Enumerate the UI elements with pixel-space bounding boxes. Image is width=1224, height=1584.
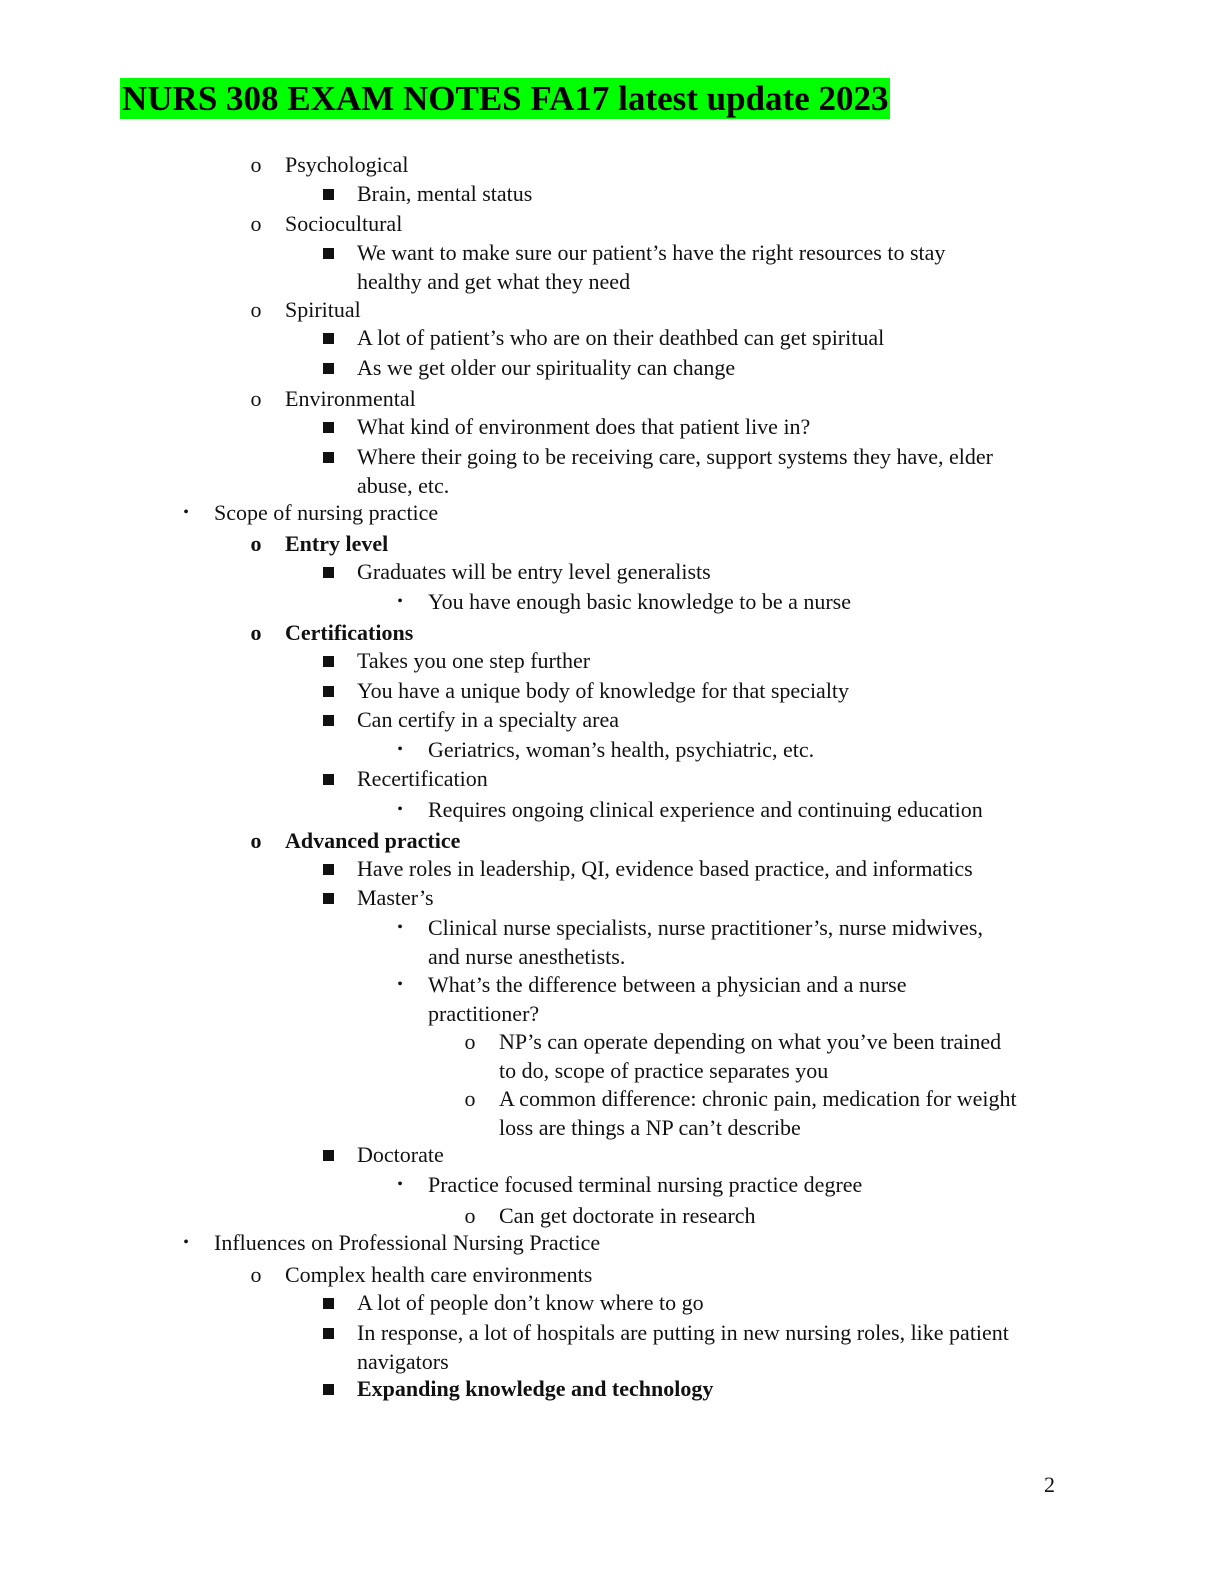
outline-item-text: What’s the difference between a physician and a nurse <box>428 972 907 997</box>
outline-item-text: Entry level <box>285 531 389 556</box>
outline-item-text: Takes you one step further <box>357 648 591 673</box>
dot-bullet-icon: • <box>397 801 403 818</box>
square-bullet-icon <box>318 885 338 911</box>
square-bullet-icon <box>318 559 338 585</box>
outline-item-text: Sociocultural <box>285 211 403 236</box>
circle-bullet-icon: o <box>250 211 262 236</box>
square-bullet-icon <box>318 240 338 266</box>
outline-item-text: Psychological <box>285 152 409 177</box>
circle-bullet-icon: o <box>464 1086 476 1111</box>
outline-item-text: Where their going to be receiving care, support systems they have, elder <box>357 444 993 469</box>
outline-item-text: Environmental <box>285 386 416 411</box>
outline-item-text: What kind of environment does that patient live in? <box>357 414 811 439</box>
square-bullet-icon <box>318 707 338 733</box>
outline-item-text: Doctorate <box>357 1142 444 1167</box>
circle-bullet-icon: o <box>250 620 262 645</box>
page-title: NURS 308 EXAM NOTES FA17 latest update 2023 <box>122 79 889 118</box>
outline-item-text: Recertification <box>357 766 488 791</box>
dot-bullet-icon: • <box>397 593 403 610</box>
square-bullet-icon <box>318 1142 338 1168</box>
outline-item-text: Graduates will be entry level generalists <box>357 559 711 584</box>
outline-item-text: to do, scope of practice separates you <box>499 1058 829 1083</box>
outline-item-text: Complex health care environments <box>285 1262 593 1287</box>
circle-bullet-icon: o <box>464 1203 476 1228</box>
outline-item-text: and nurse anesthetists. <box>428 944 626 969</box>
circle-bullet-icon: o <box>250 828 262 853</box>
circle-bullet-icon: o <box>250 152 262 177</box>
circle-bullet-icon: o <box>250 386 262 411</box>
outline-item-text: Influences on Professional Nursing Practice <box>214 1230 601 1255</box>
outline-item-text: Geriatrics, woman’s health, psychiatric, etc. <box>428 737 815 762</box>
square-bullet-icon <box>318 325 338 351</box>
outline-item-text: Certifications <box>285 620 414 645</box>
square-bullet-icon <box>318 414 338 440</box>
square-bullet-icon <box>318 678 338 704</box>
dot-bullet-icon: • <box>397 919 403 936</box>
outline-item-text: Master’s <box>357 885 434 910</box>
outline-item-text: navigators <box>357 1349 449 1374</box>
outline-item-text: Advanced practice <box>285 828 461 853</box>
outline-item-text: NP’s can operate depending on what you’ve been trained <box>499 1029 1002 1054</box>
dot-bullet-icon: • <box>183 504 189 521</box>
outline-item-text: A lot of patient’s who are on their deathbed can get spiritual <box>357 325 885 350</box>
circle-bullet-icon: o <box>250 297 262 322</box>
square-bullet-icon <box>318 856 338 882</box>
outline-item-text: Requires ongoing clinical experience and continuing education <box>428 797 983 822</box>
circle-bullet-icon: o <box>250 1262 262 1287</box>
outline-item-text: Can certify in a specialty area <box>357 707 620 732</box>
square-bullet-icon <box>318 355 338 381</box>
square-bullet-icon <box>318 181 338 207</box>
outline-item-text: In response, a lot of hospitals are putting in new nursing roles, like patient <box>357 1320 1009 1345</box>
dot-bullet-icon: • <box>397 1176 403 1193</box>
square-bullet-icon <box>318 444 338 470</box>
square-bullet-icon <box>318 1320 338 1346</box>
dot-bullet-icon: • <box>397 976 403 993</box>
outline-item-text: Can get doctorate in research <box>499 1203 756 1228</box>
outline-item-text: practitioner? <box>428 1001 540 1026</box>
outline-item-text: Clinical nurse specialists, nurse practitioner’s, nurse midwives, <box>428 915 983 940</box>
outline-item-text: A lot of people don’t know where to go <box>357 1290 704 1315</box>
dot-bullet-icon: • <box>397 741 403 758</box>
outline-item-text: You have a unique body of knowledge for that specialty <box>357 678 850 703</box>
outline-item-text: You have enough basic knowledge to be a nurse <box>428 589 852 614</box>
outline-item-text: Have roles in leadership, QI, evidence based practice, and informatics <box>357 856 973 881</box>
outline-item-text: A common difference: chronic pain, medication for weight <box>499 1086 1017 1111</box>
outline-item-text: healthy and get what they need <box>357 269 631 294</box>
square-bullet-icon <box>318 766 338 792</box>
page-number: 2 <box>1044 1472 1055 1497</box>
circle-bullet-icon: o <box>464 1029 476 1054</box>
circle-bullet-icon: o <box>250 531 262 556</box>
square-bullet-icon <box>318 1376 338 1402</box>
outline-item-text: We want to make sure our patient’s have the right resources to stay <box>357 240 946 265</box>
outline-item-text: Spiritual <box>285 297 361 322</box>
outline-item-text: As we get older our spirituality can change <box>357 355 736 380</box>
outline-item-text: abuse, etc. <box>357 473 450 498</box>
dot-bullet-icon: • <box>183 1234 189 1251</box>
outline-item-text: Practice focused terminal nursing practice degree <box>428 1172 863 1197</box>
outline-item-text: loss are things a NP can’t describe <box>499 1115 801 1140</box>
square-bullet-icon <box>318 648 338 674</box>
square-bullet-icon <box>318 1290 338 1316</box>
outline-item-text: Expanding knowledge and technology <box>357 1376 714 1401</box>
outline-item-text: Scope of nursing practice <box>214 500 439 525</box>
outline-item-text: Brain, mental status <box>357 181 533 206</box>
